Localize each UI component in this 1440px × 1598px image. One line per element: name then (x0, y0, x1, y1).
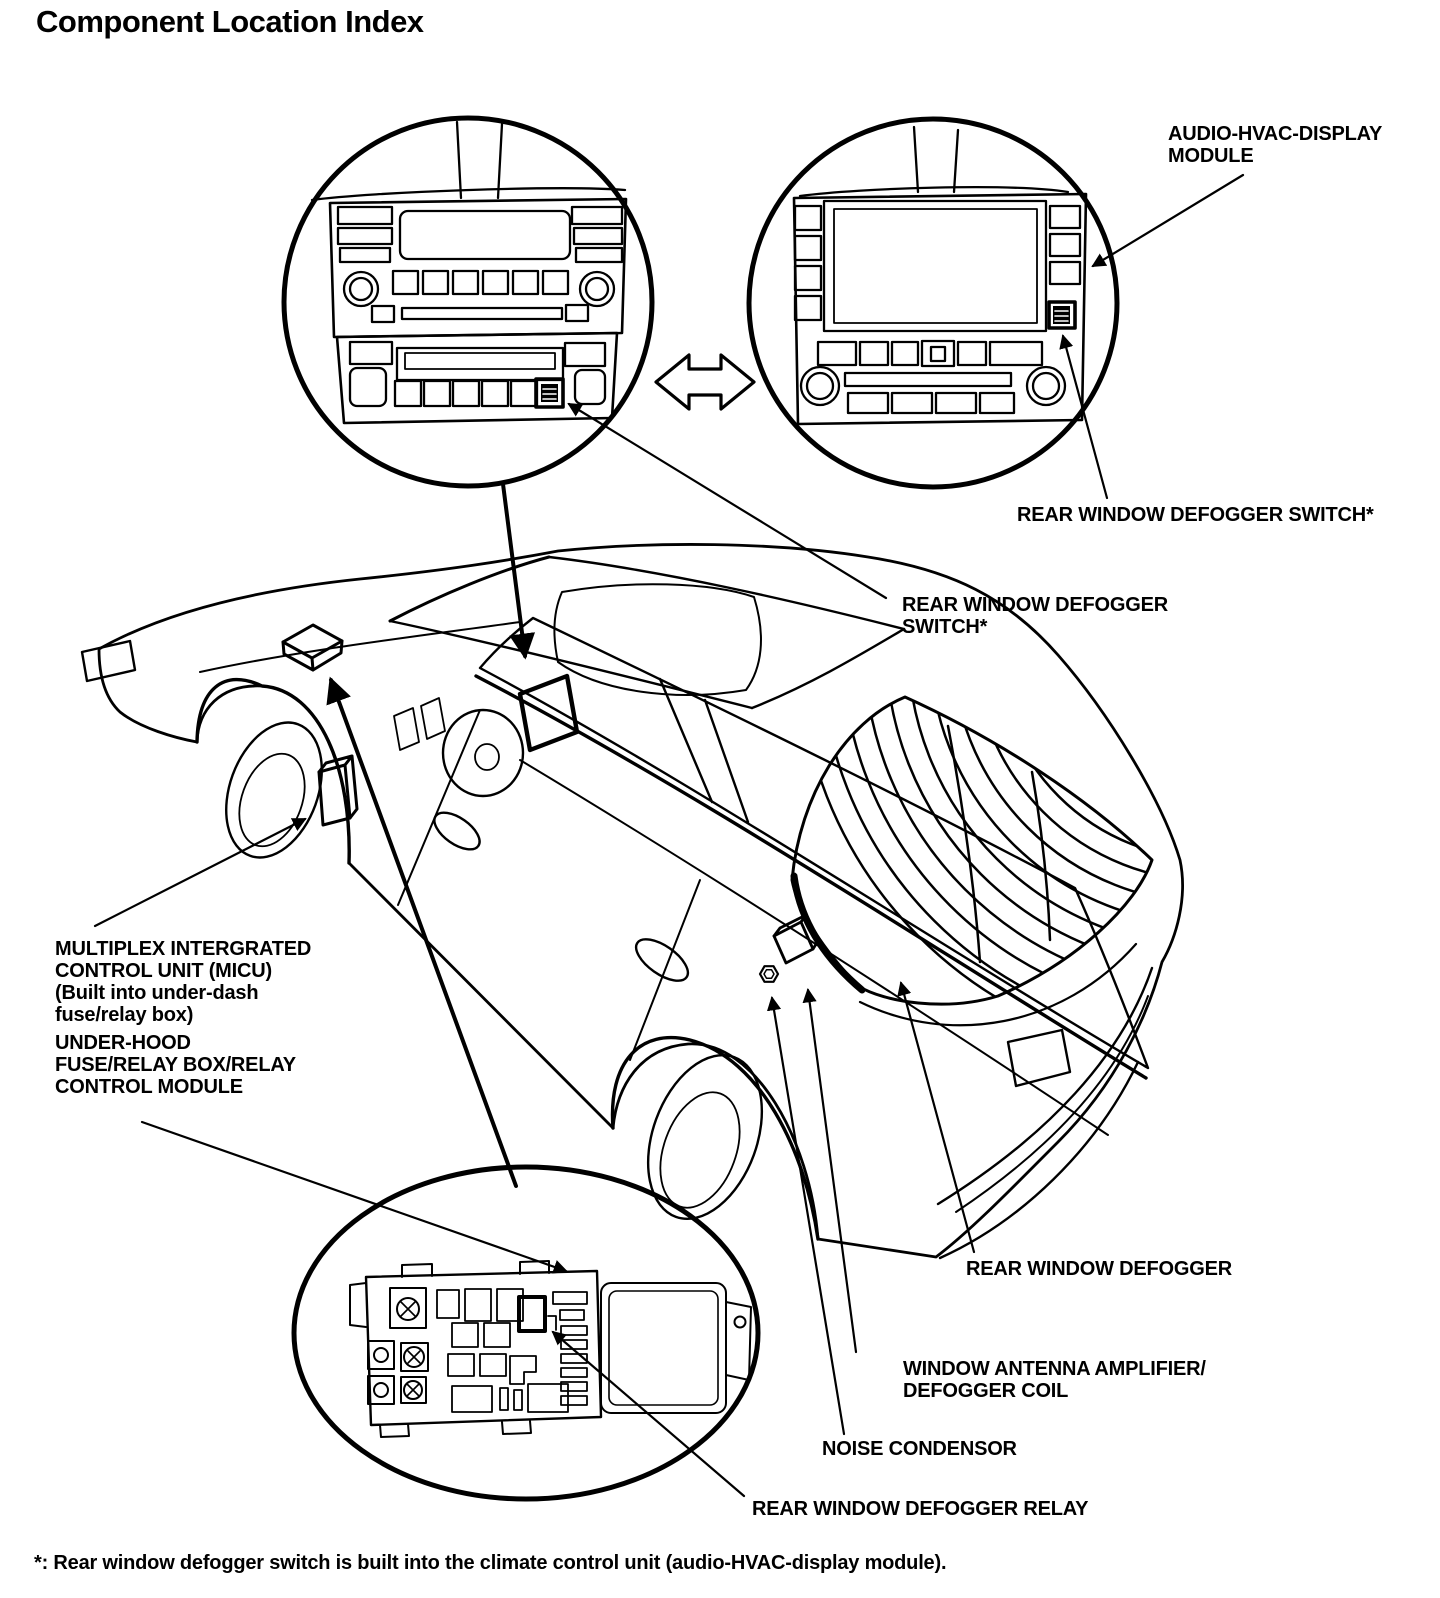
small-button (566, 305, 588, 321)
dash-vents (394, 698, 445, 750)
terminal (368, 1376, 394, 1404)
windshield-right-edge (752, 629, 904, 708)
screw-icon (390, 1288, 426, 1328)
dash-column-lines (914, 127, 958, 192)
navi-screen (824, 201, 1046, 331)
dash-column-lines (457, 122, 502, 198)
navi-left-buttons (795, 206, 821, 320)
rear-wheel (627, 1039, 783, 1234)
micu-location-marker (319, 756, 357, 825)
label-multiplex-integrated-control-unit: MULTIPLEX INTERGRATED CONTROL UNIT (MICU) (Built into under-dash fuse/relay box) (55, 938, 312, 1026)
leader-audio-hvac (1093, 175, 1243, 266)
terminal-hole (374, 1383, 388, 1397)
radio-button (338, 207, 392, 224)
footnote: *: Rear window defogger switch is built into the climate control unit (audio-HVAC-display module). (34, 1552, 947, 1574)
terminal-hole (374, 1348, 388, 1362)
noise-condensor-marker (760, 966, 778, 982)
climate-button (350, 368, 386, 406)
cd-slot (845, 373, 1011, 386)
label-window-antenna-amplifier: WINDOW ANTENNA AMPLIFIER/ DEFOGGER COIL (903, 1358, 1206, 1402)
navi-right-buttons (1050, 206, 1080, 284)
roof-front-edge (549, 557, 904, 629)
mounting-hole (735, 1317, 746, 1328)
climate-button-row (395, 381, 537, 406)
audio-unit-inset (284, 118, 652, 486)
page-title: Component Location Index (36, 4, 424, 39)
rear-defogger-switch-icon (1049, 302, 1075, 328)
front-wheel-inner (227, 745, 316, 856)
defogger-bus-bar (794, 876, 862, 990)
inset-circle-left (284, 118, 652, 486)
double-arrow-icon (656, 355, 754, 409)
climate-button (575, 370, 605, 404)
side-bracket (350, 1283, 366, 1327)
screw-icon (401, 1377, 426, 1403)
audio-unit-location-marker (520, 676, 577, 750)
underhood-fusebox-location-marker (283, 625, 342, 670)
arrow-inset-to-fender-box (331, 680, 516, 1186)
leader-switch-right (1063, 336, 1107, 498)
car-illustration (82, 233, 1440, 1258)
navi-unit-inset (749, 119, 1117, 487)
fusebox-cover (601, 1283, 726, 1413)
radio-button (576, 248, 622, 262)
headlight (82, 641, 135, 681)
volume-knob-inner (350, 278, 372, 300)
eject-button (372, 306, 394, 322)
screw-icon (401, 1343, 428, 1371)
radio-display (400, 211, 570, 259)
mounting-tab (726, 1302, 751, 1380)
defogger-grid-lines (798, 233, 1440, 1057)
fusebox-cover-inner (609, 1291, 718, 1405)
climate-button (350, 342, 392, 364)
cd-slot (402, 308, 562, 319)
dash-top-line (312, 188, 625, 200)
rear-defogger-switch-icon (536, 379, 563, 407)
terminal (368, 1341, 394, 1369)
label-rear-window-defogger-relay: REAR WINDOW DEFOGGER RELAY (752, 1498, 1089, 1520)
car-body-outline (99, 544, 1183, 1257)
leader-micu (95, 819, 305, 926)
fuse-slots (437, 1289, 587, 1412)
side-glass (480, 618, 1148, 1068)
leader-switch-left (569, 404, 886, 598)
leader-antenna (808, 990, 856, 1352)
steering-wheel (443, 710, 523, 796)
knob-inner (1033, 373, 1059, 399)
label-rear-window-defogger-switch-left: REAR WINDOW DEFOGGER SWITCH* (902, 594, 1168, 638)
knob-inner (807, 373, 833, 399)
tune-knob-inner (586, 278, 608, 300)
hood-seam (200, 622, 520, 672)
steering-hub (475, 744, 499, 770)
taillight (1008, 1030, 1070, 1086)
label-rear-window-defogger-switch-right: REAR WINDOW DEFOGGER SWITCH* (1017, 504, 1374, 526)
label-rear-window-defogger: REAR WINDOW DEFOGGER (966, 1258, 1232, 1280)
leader-noise (772, 998, 844, 1434)
radio-button (340, 248, 390, 262)
preset-button-row (393, 271, 568, 294)
radio-button (572, 207, 622, 224)
radio-button (338, 228, 392, 244)
radio-panel (330, 199, 626, 337)
label-under-hood-fuse-relay-box: UNDER-HOOD FUSE/RELAY BOX/RELAY CONTROL MODULE (55, 1032, 296, 1098)
navi-bottom-row (848, 393, 1014, 413)
label-noise-condensor: NOISE CONDENSOR (822, 1438, 1017, 1460)
radio-button (574, 228, 622, 244)
b-pillar (660, 679, 748, 822)
navi-screen-inner (834, 209, 1037, 323)
navi-button-row (818, 341, 1042, 366)
climate-display-inner (405, 353, 555, 369)
climate-button (565, 343, 605, 366)
label-audio-hvac-display-module: AUDIO-HVAC-DISPLAY MODULE (1168, 123, 1383, 167)
